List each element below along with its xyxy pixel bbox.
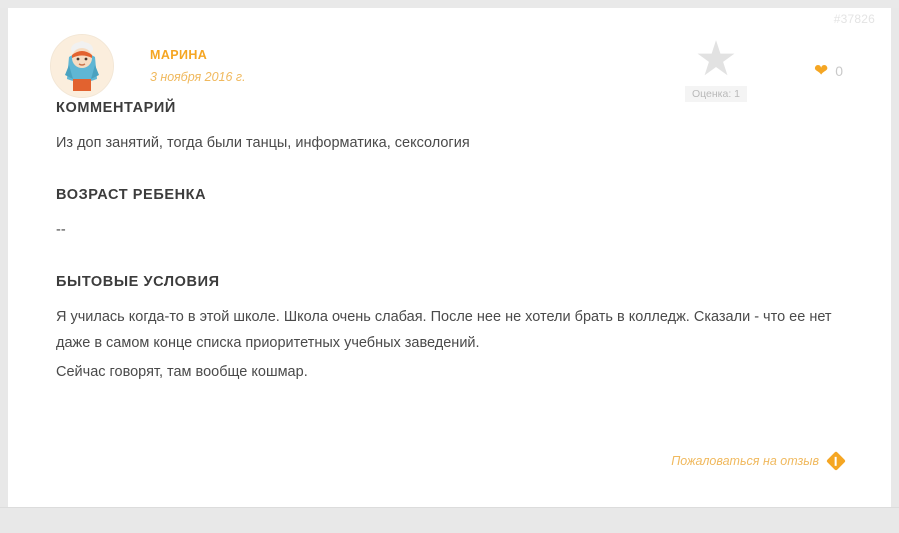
section-paragraph: Из доп занятий, тогда были танцы, информатика, сексология xyxy=(56,135,470,151)
rating-caption: Оценка: 1 xyxy=(685,86,747,102)
bottom-background-strip xyxy=(0,507,899,533)
section-paragraph: Сейчас говорят, там вообще кошмар. xyxy=(56,364,308,381)
complain-link[interactable]: Пожаловаться на отзыв xyxy=(671,454,819,468)
section-child-age xyxy=(56,187,843,244)
section-paragraph: -- xyxy=(56,221,66,238)
left-background-strip xyxy=(0,8,8,508)
star-icon: ★ xyxy=(694,33,738,86)
review-id: #37826 xyxy=(833,12,875,26)
right-background-strip xyxy=(891,8,899,508)
complain-block[interactable] xyxy=(671,454,843,468)
avatar xyxy=(50,34,114,98)
section-living-conditions xyxy=(56,274,843,386)
section-title: БЫТОВЫЕ УСЛОВИЯ xyxy=(56,273,220,290)
top-background-strip xyxy=(0,0,899,8)
section-title: КОММЕНТАРИЙ xyxy=(56,100,176,116)
likes-count: 0 xyxy=(835,62,843,79)
rating-block xyxy=(661,33,771,102)
author-name[interactable]: МАРИНА xyxy=(150,48,208,62)
complain-diamond-icon[interactable] xyxy=(826,451,846,471)
user-avatar-illustration xyxy=(51,35,113,97)
review-card xyxy=(8,8,891,508)
review-body xyxy=(8,100,891,386)
section-title: ВОЗРАСТ РЕБЕНКА xyxy=(56,186,207,203)
review-header xyxy=(8,8,891,100)
likes-block[interactable] xyxy=(814,62,843,79)
review-date: 3 ноября 2016 г. xyxy=(150,70,246,84)
heart-icon[interactable]: ❤ xyxy=(813,61,829,80)
section-comment xyxy=(56,100,843,157)
section-paragraph: Я училась когда-то в этой школе. Школа очень слабая. После нее не хотели брать в колледж. Сказали - что ее нет даже в самом конце списка приоритетных учебных заведений. xyxy=(56,308,832,352)
author-block xyxy=(150,48,246,84)
